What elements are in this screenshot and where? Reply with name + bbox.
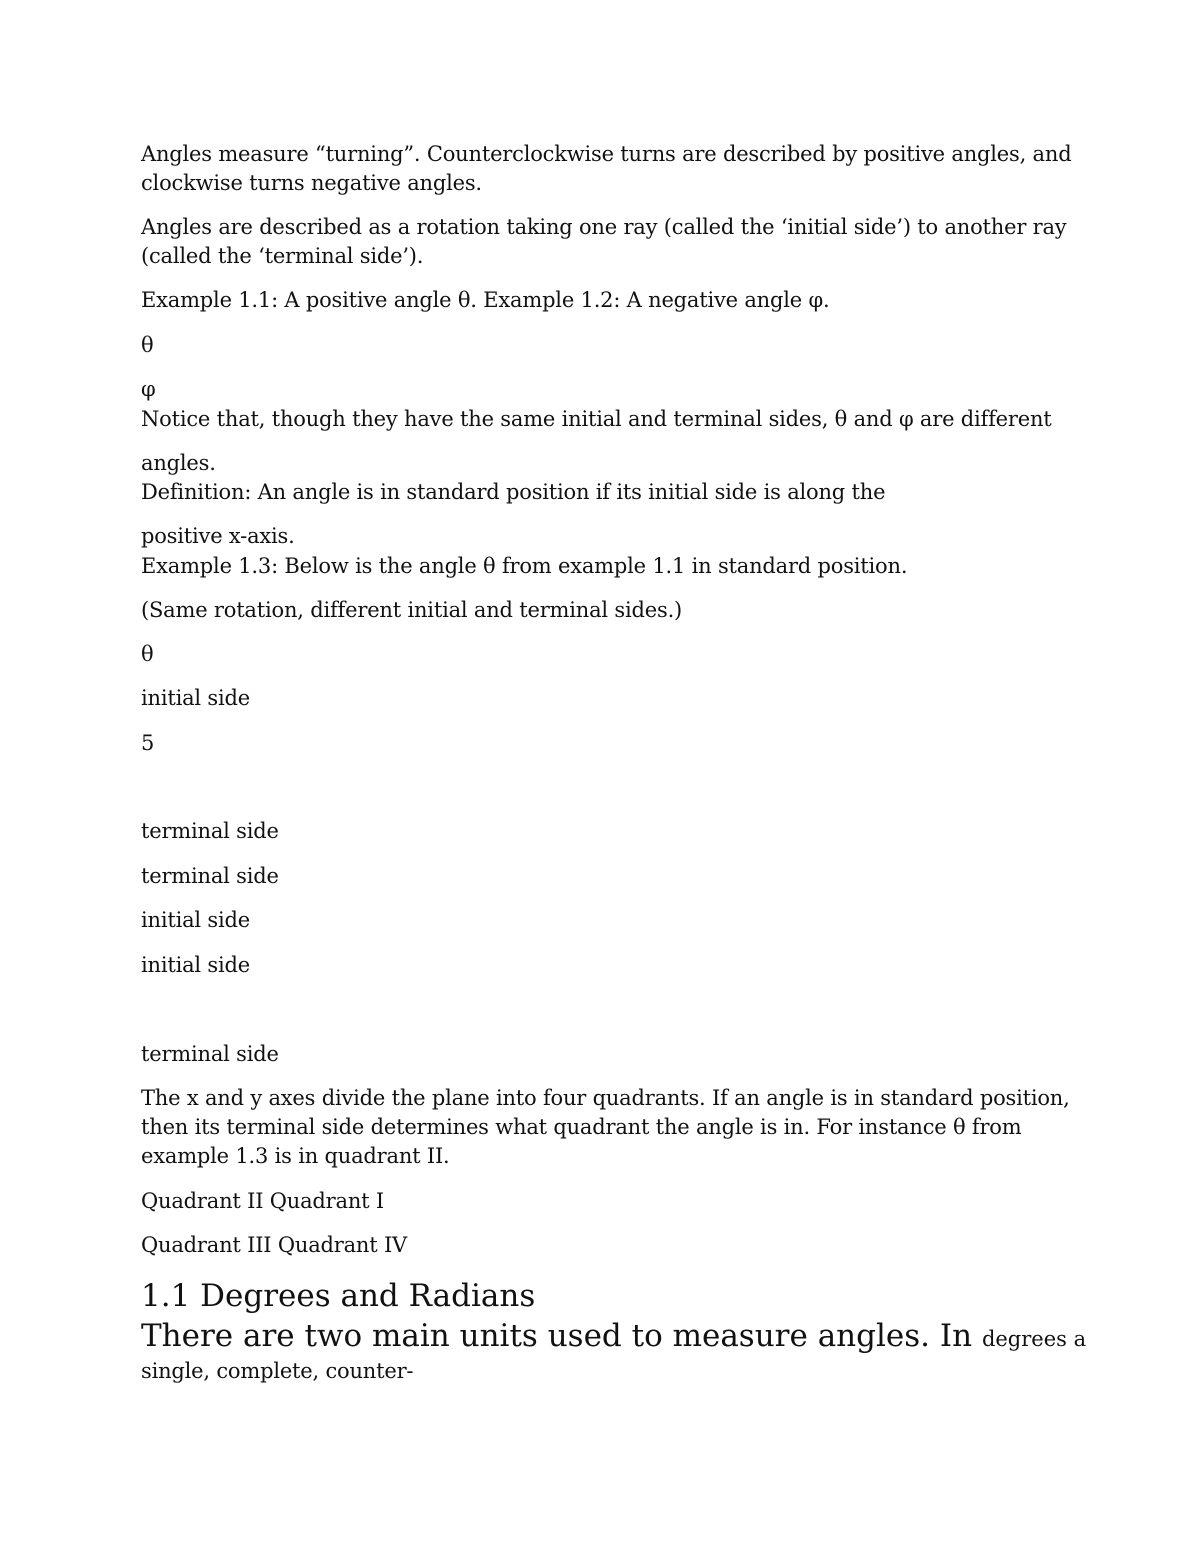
- section-lead-small-text: degrees a: [981, 1327, 1087, 1351]
- definition-line-1: Definition: An angle is in standard position if its initial side is along the: [141, 480, 886, 504]
- initial-side-label-2: initial side: [141, 908, 250, 932]
- notice-line-1: Notice that, though they have the same initial and terminal sides, θ and φ are different: [141, 407, 1052, 431]
- section-lead-large-text: There are two main units used to measure angles. In: [141, 1318, 982, 1354]
- intro-line-2: clockwise turns negative angles.: [141, 171, 482, 195]
- initial-side-label-1: initial side: [141, 686, 250, 710]
- example-1-3-line: Example 1.3: Below is the angle θ from example 1.1 in standard position.: [141, 554, 908, 578]
- terminal-side-label-2: terminal side: [141, 864, 279, 888]
- terminal-side-label-1: terminal side: [141, 819, 279, 843]
- terminal-side-label-3: terminal side: [141, 1042, 279, 1066]
- quadrant-row-upper: Quadrant II Quadrant I: [141, 1189, 384, 1213]
- section-lead-line-2: single, complete, counter-: [141, 1359, 414, 1383]
- theta-label-1: θ: [141, 333, 154, 357]
- quadrant-row-lower: Quadrant III Quadrant IV: [141, 1233, 408, 1257]
- intro-line-1: Angles measure “turning”. Counterclockwise turns are described by positive angles, and: [141, 142, 1072, 166]
- definition-line-2: positive x-axis.: [141, 524, 295, 548]
- five-label: 5: [141, 731, 155, 755]
- rotation-line-2: (called the ‘terminal side’).: [141, 244, 424, 268]
- quadrants-line-2: then its terminal side determines what quadrant the angle is in. For instance θ from: [141, 1115, 1022, 1139]
- section-heading: 1.1 Degrees and Radians: [141, 1278, 536, 1314]
- example-1-1-line: Example 1.1: A positive angle θ. Example 1.2: A negative angle φ.: [141, 288, 830, 312]
- theta-label-2: θ: [141, 642, 154, 666]
- notice-line-2: angles.: [141, 451, 216, 475]
- phi-label-1: φ: [141, 377, 156, 401]
- quadrants-line-1: The x and y axes divide the plane into four quadrants. If an angle is in standard position,: [141, 1086, 1070, 1110]
- rotation-line-1: Angles are described as a rotation taking one ray (called the ‘initial side’) to another ray: [141, 215, 1067, 239]
- quadrants-line-3: example 1.3 is in quadrant II.: [141, 1144, 450, 1168]
- initial-side-label-3: initial side: [141, 953, 250, 977]
- section-lead-line-1: [141, 1318, 1086, 1357]
- same-rotation-line: (Same rotation, different initial and terminal sides.): [141, 598, 683, 622]
